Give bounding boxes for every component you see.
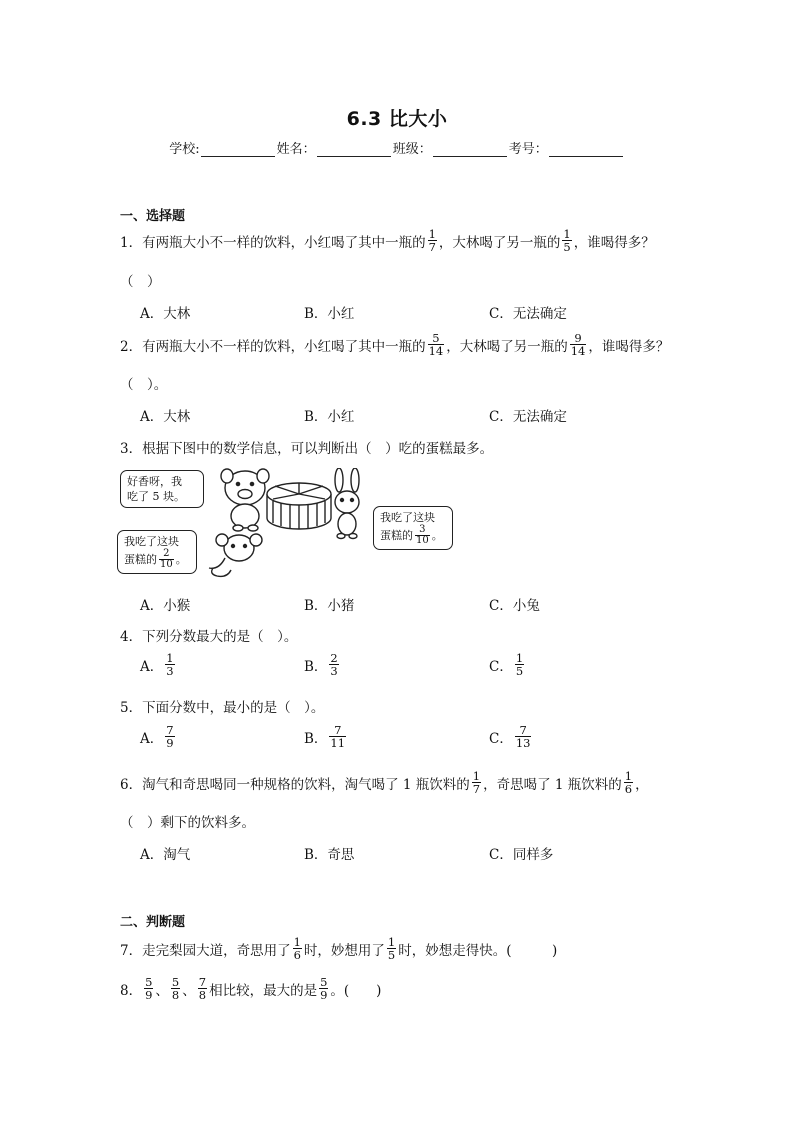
option-a[interactable]: A．小猴 xyxy=(140,598,191,614)
question-2: 2． 有两瓶大小不一样的饮料，小红喝了其中一瓶的 $\frac{5}{14}$ ，大林喝了另一瓶的 $\frac{9}{14}$ ，谁喝得多？ xyxy=(120,331,670,358)
question-6-line-2: （ ）剩下的饮料多。 xyxy=(120,815,255,831)
option-b[interactable]: B． $\frac{2}{3}$ xyxy=(304,651,338,678)
fraction: $\frac{7}{9}$ xyxy=(166,723,174,750)
fraction: $\frac{1}{6}$ xyxy=(624,769,633,796)
fraction: $\frac{1}{6}$ xyxy=(293,935,301,962)
school-field[interactable]: 学校: xyxy=(169,138,276,157)
fraction: $\frac{3}{10}$ xyxy=(416,524,429,546)
section-choice-heading: 一、选择题 xyxy=(120,209,186,224)
fraction: $\frac{5}{9}$ xyxy=(320,975,328,1002)
name-field[interactable]: 姓名： xyxy=(277,138,393,157)
option-a[interactable]: A．大林 xyxy=(140,409,191,425)
fraction: $\frac{2}{10}$ xyxy=(160,548,173,570)
fraction: $\frac{1}{5}$ xyxy=(387,935,396,962)
pig-speech-bubble: 好香呀，我 吃了 5 块。 xyxy=(120,470,204,508)
question-6: 6． 淘气和奇思喝同一种规格的饮料，淘气喝了 1 瓶饮料的 $\frac{1}{7}$ ，奇思喝了 1 瓶饮料的 $\frac{1}{6}$ ， xyxy=(120,769,649,796)
option-c[interactable]: C．无法确定 xyxy=(489,409,567,425)
fraction: $\frac{1}{7}$ xyxy=(472,769,481,796)
option-b[interactable]: B．小猪 xyxy=(304,598,355,614)
option-c[interactable]: C． $\frac{7}{13}$ xyxy=(489,723,531,750)
fraction: $\frac{1}{5}$ xyxy=(563,227,571,254)
fraction: $\frac{1}{3}$ xyxy=(166,651,174,678)
option-a[interactable]: A．淘气 xyxy=(140,847,191,863)
cake-illustration xyxy=(115,468,460,583)
fraction: $\frac{7}{11}$ xyxy=(330,723,346,750)
fraction: $\frac{1}{5}$ xyxy=(515,651,524,678)
question-1: 1． 有两瓶大小不一样的饮料，小红喝了其中一瓶的 $\frac{1}{7}$ ，大林喝了另一瓶的 $\frac{1}{5}$ ，谁喝得多？ xyxy=(120,227,655,254)
cake-figure xyxy=(267,483,331,529)
pig-figure xyxy=(221,469,269,531)
fraction: $\frac{1}{7}$ xyxy=(428,227,436,254)
option-c[interactable]: C．小兔 xyxy=(489,598,540,614)
option-b[interactable]: B．奇思 xyxy=(304,847,355,863)
class-field[interactable]: 班级： xyxy=(393,138,509,157)
section-judge-heading: 二、判断题 xyxy=(120,915,186,930)
question-4: 4． 下列分数最大的是（ ）。 xyxy=(120,629,298,645)
fraction: $\frac{7}{8}$ xyxy=(198,975,207,1002)
question-5: 5． 下面分数中，最小的是（ ）。 xyxy=(120,700,325,716)
option-b[interactable]: B． $\frac{7}{11}$ xyxy=(304,723,346,750)
question-7: 7． 走完梨园大道，奇思用了 $\frac{1}{6}$ 时，妙想用了 $\frac{1}{5}$ 时，妙想走得快。( ) xyxy=(120,935,558,962)
rabbit-speech-bubble: 我吃了这块 蛋糕的 $\frac{3}{10}$ 。 xyxy=(373,506,453,550)
student-info-row xyxy=(0,138,794,157)
option-b[interactable]: B．小红 xyxy=(304,409,355,425)
option-c[interactable]: C． $\frac{1}{5}$ xyxy=(489,651,524,678)
monkey-speech-bubble: 我吃了这块 蛋糕的 $\frac{2}{10}$ 。 xyxy=(117,530,197,574)
rabbit-figure xyxy=(335,468,359,539)
option-c[interactable]: C．无法确定 xyxy=(489,306,567,322)
number-field[interactable]: 考号： xyxy=(509,138,625,157)
question-1-answer-paren: （ ） xyxy=(120,274,161,290)
question-8: 8． $\frac{5}{9}$ 、 $\frac{5}{8}$ 、 $\frac{7}{8}$ 相比较，最大的是 $\frac{5}{9}$ 。( ) xyxy=(120,975,382,1002)
fraction: $\frac{5}{14}$ xyxy=(428,331,444,358)
option-c[interactable]: C．同样多 xyxy=(489,847,554,863)
option-b[interactable]: B．小红 xyxy=(304,306,355,322)
page-title: 6.3 比大小 xyxy=(346,108,448,130)
fraction: $\frac{5}{8}$ xyxy=(171,975,180,1002)
option-a[interactable]: A．大林 xyxy=(140,306,191,322)
fraction: $\frac{9}{14}$ xyxy=(570,331,586,358)
fraction: $\frac{7}{13}$ xyxy=(515,723,531,750)
option-a[interactable]: A． $\frac{1}{3}$ xyxy=(140,651,174,678)
fraction: $\frac{2}{3}$ xyxy=(330,651,338,678)
monkey-figure xyxy=(209,534,262,576)
option-a[interactable]: A． $\frac{7}{9}$ xyxy=(140,723,174,750)
question-2-answer-paren: （ ）。 xyxy=(120,377,168,393)
fraction: $\frac{5}{9}$ xyxy=(145,975,153,1002)
question-3: 3． 根据下图中的数学信息，可以判断出（ ）吃的蛋糕最多。 xyxy=(120,441,494,457)
